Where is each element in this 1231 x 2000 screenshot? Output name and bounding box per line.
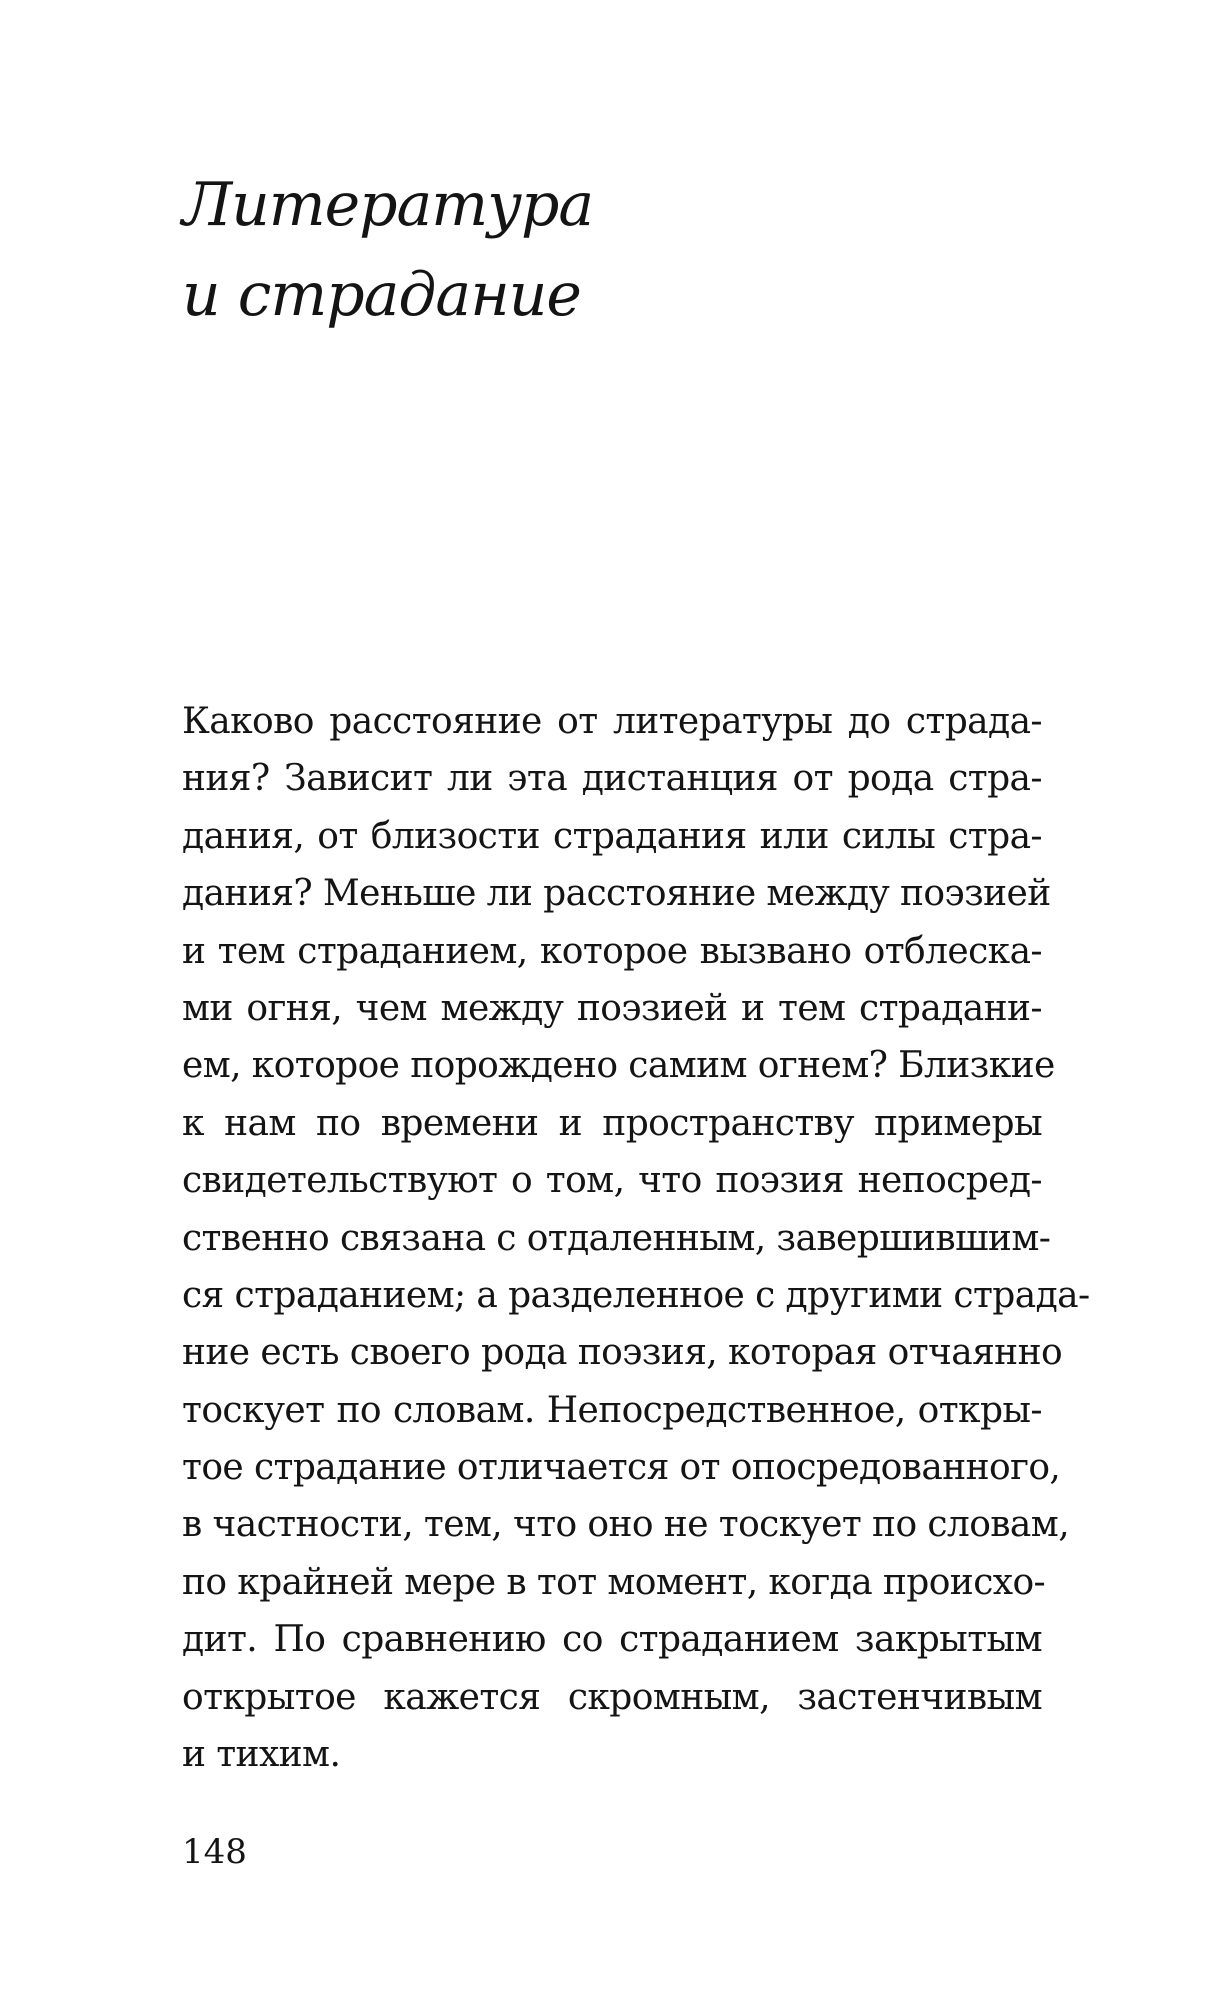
text-line: ственно связана с отдаленным, завершившим-: [182, 1217, 1051, 1259]
text-line: Каково расстояние от литературы до страда-: [182, 701, 1042, 742]
body-paragraph: [182, 693, 1090, 1783]
text-line: дания? Меньше ли расстояние между поэзией: [182, 873, 1051, 915]
text-line: ся страданием; а разделенное с другими страда-: [182, 1274, 1090, 1316]
text-line: и тихим.: [182, 1734, 341, 1776]
text-line: и тем страданием, которое вызвано отблеска-: [182, 930, 1042, 972]
text-line: ния? Зависит ли эта дистанция от рода стра-: [182, 758, 1042, 800]
page-number: 148: [182, 1832, 247, 1872]
text-line: к нам по времени и пространству примеры: [182, 1102, 1042, 1144]
text-line: ние есть своего рода поэзия, которая отчаянно: [182, 1332, 1063, 1374]
text-line: тое страдание отличается от опосредованного,: [182, 1447, 1061, 1489]
text-line: в частности, тем, что оно не тоскует по словам,: [182, 1504, 1070, 1546]
text-line: дит. По сравнению со страданием закрытым: [182, 1619, 1042, 1661]
text-line: ми огня, чем между поэзией и тем страдани-: [182, 987, 1042, 1029]
text-line: свидетельствуют о том, что поэзия непосред-: [182, 1160, 1042, 1202]
chapter-title: [182, 160, 593, 340]
text-line: тоскует по словам. Непосредственное, откры-: [182, 1389, 1042, 1431]
text-line: открытое кажется скромным, застенчивым: [182, 1676, 1042, 1718]
text-line: дания, от близости страдания или силы стра-: [182, 815, 1042, 857]
text-line: по крайней мере в тот момент, когда происхо-: [182, 1561, 1046, 1603]
text-line: ем, которое порождено самим огнем? Близкие: [182, 1045, 1055, 1087]
chapter-title-line: и страдание: [182, 260, 581, 330]
chapter-title-line: Литература: [182, 170, 594, 240]
